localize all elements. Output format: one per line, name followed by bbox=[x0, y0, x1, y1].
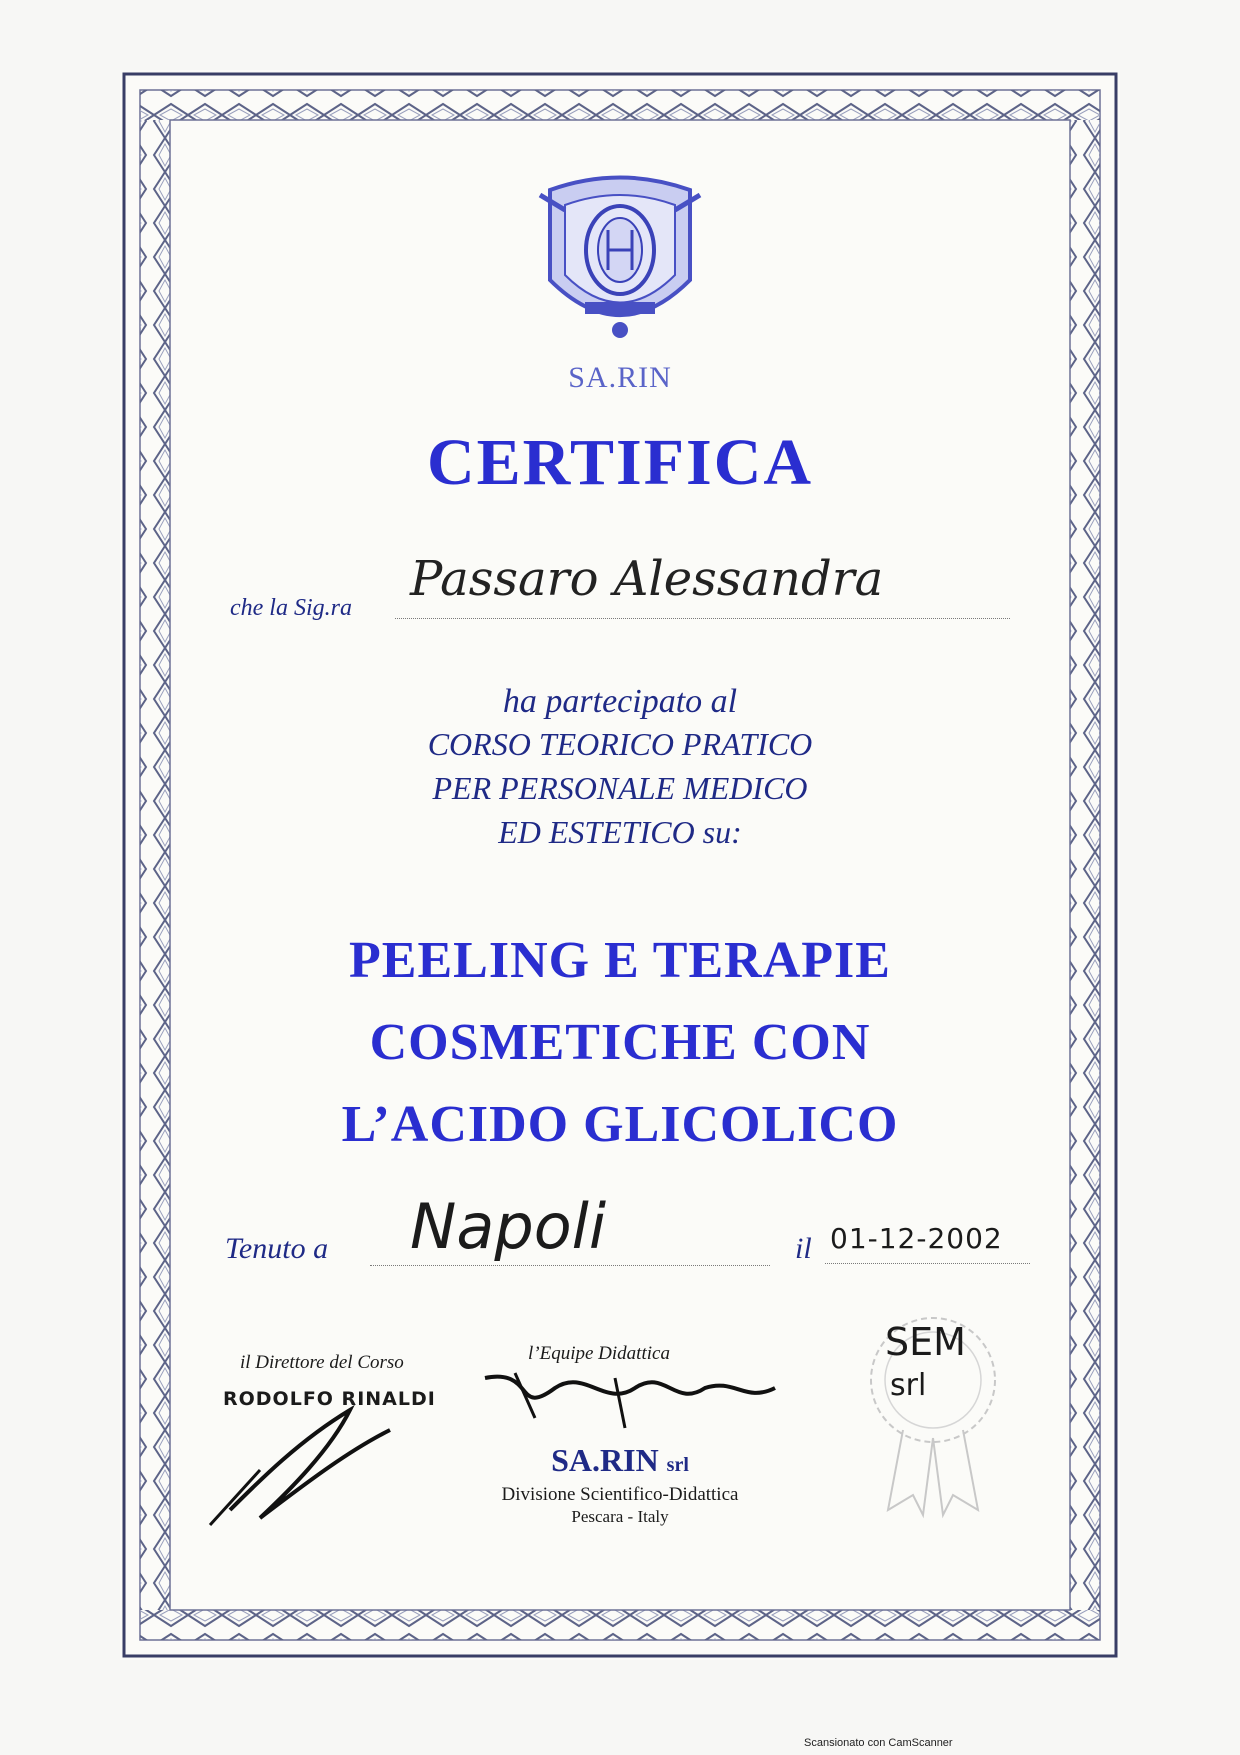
issuer-name-text: SA.RIN bbox=[551, 1442, 659, 1478]
date-handwritten: 01-12-2002 bbox=[830, 1222, 1003, 1255]
issuer-division: Divisione Scientifico-Didattica bbox=[501, 1484, 739, 1505]
svg-text:Passaro Alessandra: Passaro Alessandra bbox=[410, 551, 884, 607]
issuer-location: Pescara - Italy bbox=[571, 1507, 669, 1526]
course-description bbox=[300, 722, 940, 854]
crest-emblem-icon bbox=[530, 170, 710, 350]
director-signature bbox=[200, 1400, 420, 1530]
salutation-label: che la Sig.ra bbox=[230, 595, 352, 621]
issuer-name bbox=[460, 1442, 780, 1479]
equipe-label: l’Equipe Didattica bbox=[528, 1343, 670, 1364]
held-at-label: Tenuto a bbox=[225, 1232, 329, 1265]
place-line bbox=[370, 1265, 770, 1266]
issuer-suffix: srl bbox=[666, 1454, 689, 1476]
equipe-signature bbox=[475, 1358, 785, 1438]
course-topic bbox=[270, 920, 970, 1166]
date-label: il bbox=[795, 1232, 812, 1265]
course-line: PER PERSONALE MEDICO bbox=[432, 770, 808, 806]
place-handwritten: Napoli bbox=[410, 1190, 607, 1263]
certificate-title: CERTIFICA bbox=[426, 426, 814, 499]
stamp-handwritten-line2: srl bbox=[890, 1368, 927, 1403]
topic-line: L’ACIDO GLICOLICO bbox=[341, 1096, 899, 1153]
participation-text: ha partecipato al bbox=[502, 683, 738, 720]
topic-line: COSMETICHE CON bbox=[369, 1014, 871, 1071]
scanner-footer-note: Scansionato con CamScanner bbox=[804, 1737, 953, 1749]
date-line bbox=[825, 1263, 1030, 1264]
organization-logo-text: SA.RIN bbox=[568, 361, 672, 394]
director-label: il Direttore del Corso bbox=[240, 1352, 404, 1373]
course-line: CORSO TEORICO PRATICO bbox=[427, 726, 813, 762]
director-name-handwritten: RODOLFO RINALDI bbox=[223, 1388, 436, 1410]
recipient-signature bbox=[400, 525, 960, 625]
course-line: ED ESTETICO su: bbox=[498, 814, 742, 850]
topic-line: PEELING E TERAPIE bbox=[349, 932, 891, 989]
stamp-handwritten-line1: SEM bbox=[885, 1320, 966, 1364]
